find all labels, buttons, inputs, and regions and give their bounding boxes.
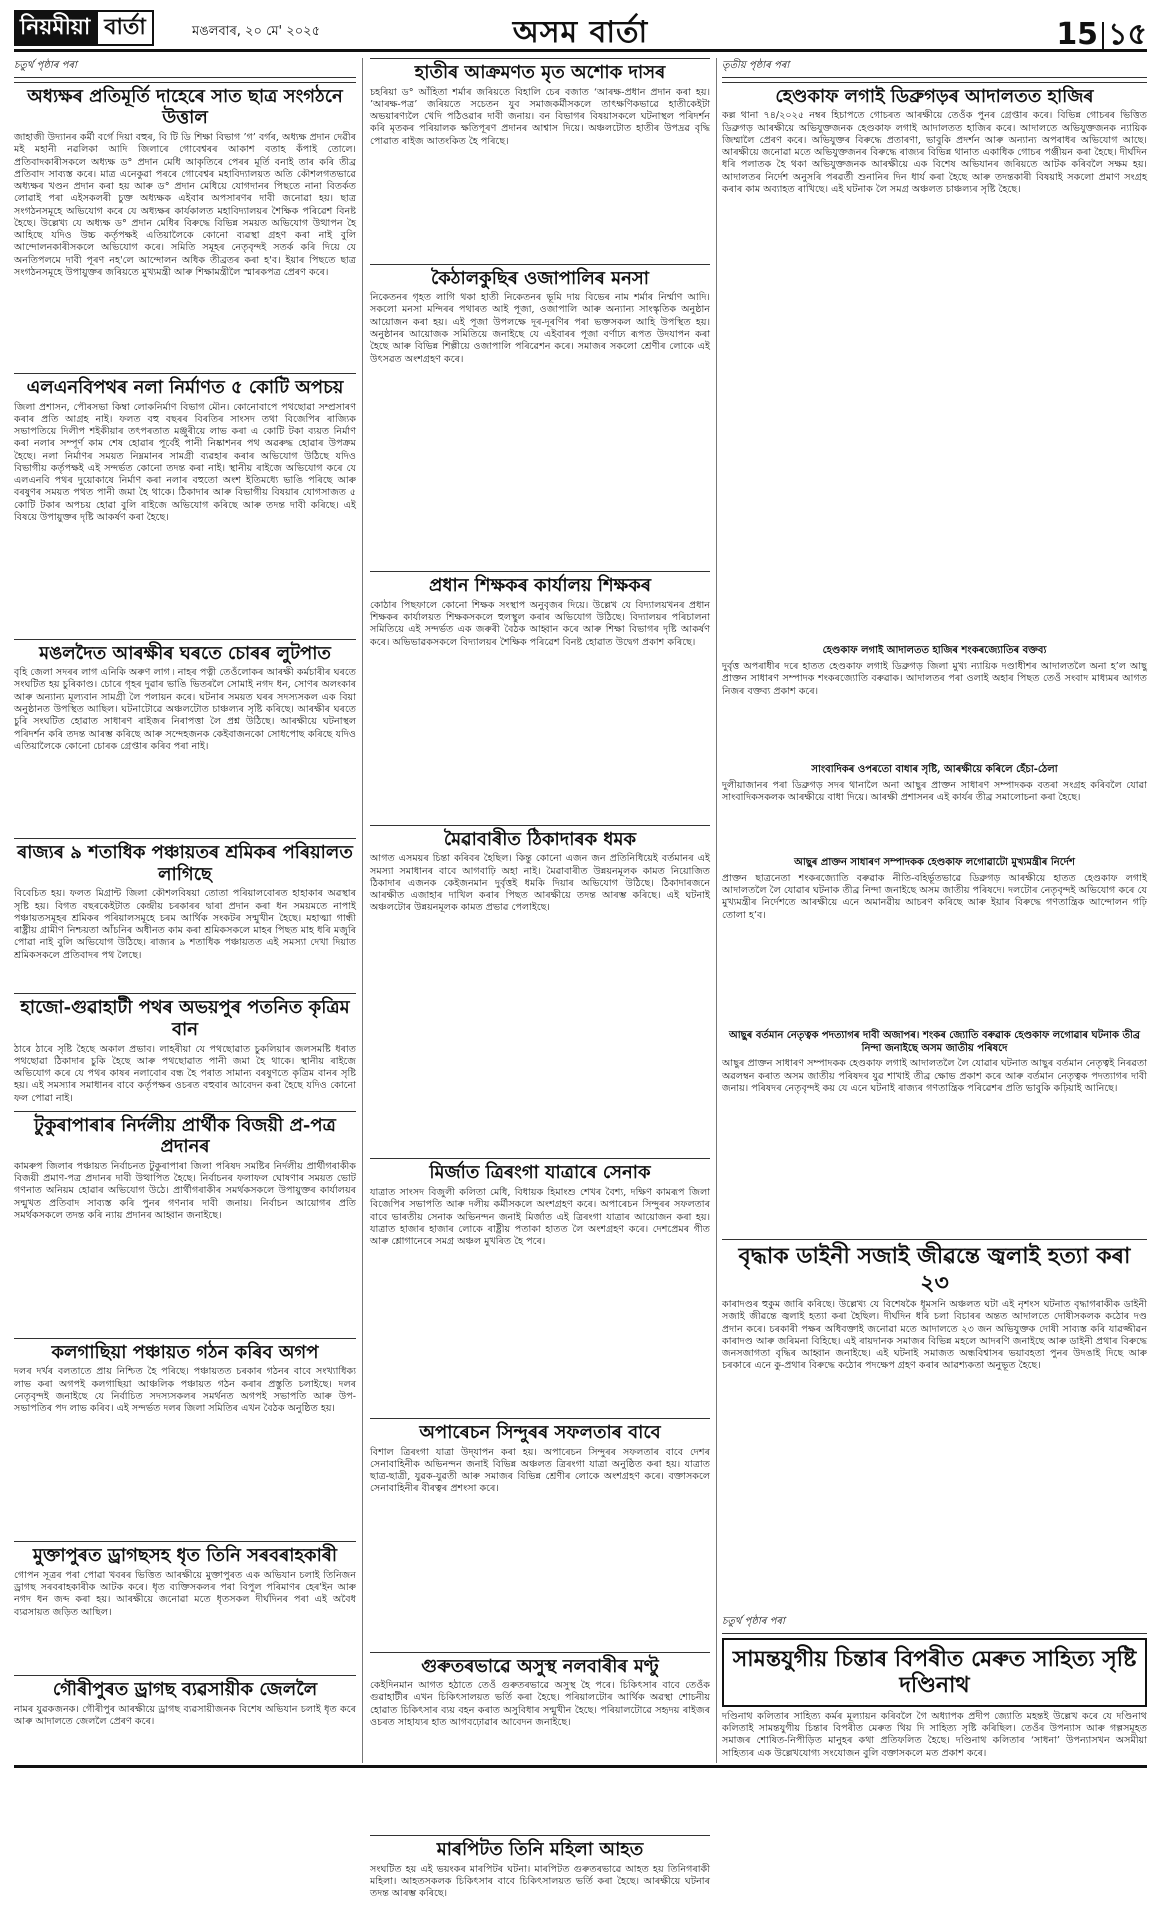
article-body: দলৰ দৰ্খৰ বলতাতে প্ৰায় নিশ্চিত হৈ পৰিছে। পঞ্চায়তত চৰকাৰ গঠনৰ বাবে সংখ্যাধিক্য লাভ কৰা অগপই কলগাছিয়া আঞ্চলিক পঞ্চায়ত গঠন কৰাৰ প্ৰস্তুতি চলাইছে। দলৰ নেতৃবৃন্দই জনাইছে যে নিৰ্বাচিত সদস্যসকলৰ সমৰ্থনত অগপই সভাপতি আৰু উপ-সভাপতিৰ পদ লাভ কৰিব। এই সন্দৰ্ভত দলৰ জিলা সমিতিৰ এখন বৈঠক অনুষ্ঠিত হয়। bbox=[14, 1366, 356, 1415]
article-headline: প্ৰধান শিক্ষকৰ কাৰ্যালয় শিক্ষকৰ bbox=[370, 571, 710, 600]
article bbox=[722, 82, 1147, 641]
article-body: কল্ল থানা ৭৪/২০২৫ নম্বৰ হিচাপতে গোচৰত আৰক্ষীয়ে তেওঁক পুনৰ গ্ৰেপ্তাৰ কৰে। বিভিন্ন গোচৰৰ ভিত্তিত ডিব্ৰুগড় আৰক্ষীয়ে অভিযুক্তজনক হেণ্ডকাফ লগাই আদালতত হাজিৰ কৰে। আদালতে অভিযুক্তজনক ন্যায়িক জিম্মালৈ প্ৰেৰণ কৰে। অভিযুক্তৰ বিৰুদ্ধে প্ৰতাৰণা, ভাবুকি প্ৰদৰ্শন আৰু অন্যান্য অপৰাধৰ অভিযোগ আছে। আৰক্ষীয়ে জনোৱা মতে অভিযুক্তজনৰ বিৰুদ্ধে ৰাজ্যৰ বিভিন্ন থানাত একাধিক গোচৰ পঞ্জীয়ন কৰা হৈছে। দীৰ্ঘদিন ধৰি পলাতক হৈ থকা অভিযুক্তজনক আৰক্ষীয়ে এক বিশেষ অভিযানৰ জৰিয়তে আটক কৰিবলৈ সক্ষম হয়। আদালতৰ নিৰ্দেশ অনুসৰি পৰৱৰ্তী শুনানিৰ দিন ধাৰ্য কৰা হৈছে আৰু তদন্তকাৰী বিষয়াই সকলো প্ৰমাণ সংগ্ৰহ কৰাৰ কাম অব্যাহত ৰাখিছে। এই ঘটনাক লৈ সমগ্ৰ অঞ্চলত চাঞ্চল্যৰ সৃষ্টি হৈছে। bbox=[722, 110, 1147, 195]
column-left bbox=[14, 58, 356, 1747]
article-headline: মৈৱাবাৰীত ঠিকাদাৰক ধমক bbox=[370, 825, 710, 854]
article-body: বৃহি জেলা সদৰৰ লাগ এনিকি অৰুণ লাগ ৷ নাহৰ পত্নী তেওঁলোকৰ আৰক্ষী কৰ্মচাৰীৰ ঘৰতে সংঘটিত হয় চুৰিকাণ্ড। চোৰে গৃহৰ দুৱাৰ ভাঙি ভিতৰলৈ সোমাই নগদ ধন, সোণৰ অলংকাৰ আৰু অন্যান্য মূল্যবান সামগ্ৰী লৈ পলায়ন কৰে। ঘটনাৰ সময়ত ঘৰৰ সদস্যসকল এক বিয়া অনুষ্ঠানত উপস্থিত আছিল। ঘটনাটোৱে অঞ্চলটোত চাঞ্চল্যৰ সৃষ্টি কৰিছে। আৰক্ষীৰ ঘৰতে চুৰি সংঘটিত হোৱাত সাধাৰণ ৰাইজৰ নিৰাপত্তা লৈ প্ৰশ্ন উঠিছে। আৰক্ষীয়ে ঘটনাস্থল পৰিদৰ্শন কৰি তদন্ত আৰম্ভ কৰিছে আৰু সন্দেহজনক কেইবাজনকো সোধপোছ কৰিছে যদিও এতিয়ালৈকে কোনো চোৰক গ্ৰেপ্তাৰ কৰিব পৰা নাই। bbox=[14, 667, 356, 752]
article-headline: হাতীৰ আক্ৰমণত মৃত অশোক দাসৰ bbox=[370, 58, 710, 87]
article bbox=[14, 1111, 356, 1333]
article-headline: হাজো-গুৱাহাটী পথৰ অভয়পুৰ পতনিত কৃত্ৰিম বান bbox=[14, 993, 356, 1043]
article-headline: অধ্যক্ষৰ প্ৰতিমূৰ্তি দাহেৰে সাত ছাত্ৰ সংগঠনে উত্তাল bbox=[14, 82, 356, 132]
article-headline: এলএনবিপথৰ নলা নিৰ্মাণত ৫ কোটি অপচয় bbox=[14, 373, 356, 402]
article bbox=[14, 1675, 356, 1742]
article-body: আছুৰ প্ৰাক্তন সাধাৰণ সম্পাদকক হেণ্ডকাফ লগাই আদালতলৈ লৈ যোৱাৰ ঘটনাত আছুৰ বৰ্তমান নেতৃত্বই নিৰৱতা অৱলম্বন কৰাত অসম জাতীয় পৰিষদৰ যুৱ শাখাই তীব্ৰ ক্ষোভ প্ৰকাশ কৰে আৰু বৰ্তমান নেতৃত্বক পদত্যাগৰ দাবী জনায়। পৰিষদৰ নেতৃবৃন্দই কয় যে এনে ঘটনাই ৰাজ্যৰ গণতান্ত্ৰিক পৰিৱেশৰ প্ৰতি ভাবুকি কঢ়িয়াই আনিছে। bbox=[722, 1058, 1147, 1094]
article bbox=[14, 1338, 356, 1537]
article-headline: বৃদ্ধাক ডাইনী সজাই জীৱন্তে জ্বলাই হত্যা কৰা ২৩ bbox=[722, 1239, 1147, 1299]
page-number-en: 15 bbox=[1056, 17, 1099, 52]
article bbox=[14, 838, 356, 988]
article bbox=[370, 825, 710, 1154]
article bbox=[722, 764, 1147, 852]
page-number bbox=[1056, 10, 1147, 61]
article bbox=[722, 857, 1147, 1025]
article-body: কামৰুপ জিলাৰ পঞ্চায়ত নিৰ্বাচনত টুকুৰাপাৰা জিলা পৰিষদ সমষ্টিৰ নিৰ্দলীয় প্ৰাৰ্থীগৰাকীক বিজয়ী প্ৰমাণ-পত্ৰ প্ৰদানৰ দাবী উত্থাপিত হৈছে। নিৰ্বাচনৰ ফলাফল ঘোষণাৰ সময়ত ভোট গণনাত অনিয়ম হোৱাৰ অভিযোগ উঠে। প্ৰাৰ্থীগৰাকীৰ সমৰ্থকসকলে উপায়ুক্তৰ কাৰ্যালয়ৰ সন্মুখত প্ৰতিবাদ সাব্যস্ত কৰি পুনৰ গণনাৰ দাবী জনায়। নিৰ্বাচন আয়োগৰ প্ৰতি সমৰ্থকসকলে তদন্ত কৰি ন্যায় প্ৰদানৰ আহ্বান জনাইছে। bbox=[14, 1160, 356, 1221]
article bbox=[370, 1418, 710, 1647]
article bbox=[370, 1652, 710, 1831]
article-subhead: আছুৰ বৰ্তমান নেতৃত্বক পদত্যাগৰ দাবী অজাপৰ। শংকৰ জ্যোতি বৰুৱাক হেণ্ডকাফ লগোৱাৰ ঘটনাক তীব্ৰ নিন্দা জনাইছে অসম জাতীয় পৰিষদে bbox=[729, 1029, 1140, 1054]
article-subhead: আছুৰ প্ৰাক্তন সাধাৰণ সম্পাদকক হেণ্ডকাফ লগোৱাটো মুখ্যমন্ত্ৰীৰ নিৰ্দেশ bbox=[794, 856, 1075, 868]
article-body: দুৰ্বৃত্ত অপৰাধীৰ দৰে হাতত হেণ্ডকাফ লগাই ডিব্ৰুগড় জিলা মুখ্য ন্যায়িক দণ্ডাধীশৰ আদালতলৈ অনা হ’ল আছু প্ৰাক্তন সাধাৰণ সম্পাদক শংকৰজ্যোতি বৰুৱাক। আদালতৰ পৰা ওলাই অহাৰ পিছত তেওঁ সংবাদ মাধ্যমৰ আগত নিজৰ বক্তব্য প্ৰকাশ কৰে। bbox=[722, 661, 1147, 697]
page-number-as: ১৫ bbox=[1108, 17, 1147, 52]
article-body: কোঠাৰ পিছফালে কোনো শিক্ষক সংস্থাপ অনুবৃজৰ দিয়ে। উল্লেখ যে বিদ্যালয়খনৰ প্ৰধান শিক্ষকৰ কাৰ্যালয়ত শিক্ষকসকলে হুলস্থুল কৰাৰ অভিযোগ উঠিছে। বিদ্যালয়ৰ পৰিচালনা সমিতিয়ে এই সন্দৰ্ভত এক জৰুৰী বৈঠক আহ্বান কৰে আৰু শিক্ষা বিভাগৰ দৃষ্টি আকৰ্ষণ কৰে। অভিভাৱকসকলে বিদ্যালয়ৰ শৈক্ষিক পৰিৱেশ বিনষ্ট হোৱাত উদ্বেগ প্ৰকাশ কৰিছে। bbox=[370, 599, 710, 648]
article-body: দুলীয়াজানৰ পৰা ডিব্ৰুগড় সদৰ থানালৈ অনা আছুৰ প্ৰাক্তন সাধাৰণ সম্পাদকক বতৰা সংগ্ৰহ কৰিবলৈ যোৱা সাংবাদিকসকলক আৰক্ষীয়ে বাধা দিয়ে। আৰক্ষী প্ৰশাসনৰ এই কাৰ্যৰ তীব্ৰ সমালোচনা কৰা হৈছে। bbox=[722, 779, 1147, 804]
article-subhead: হেণ্ডকাফ লগাই আদালতত হাজিৰ শংকৰজ্যোতিৰ বক্তব্য bbox=[822, 645, 1047, 657]
article-headline: কলগাছিয়া পঞ্চায়ত গঠন কৰিব অগপ bbox=[14, 1338, 356, 1367]
masthead bbox=[14, 8, 1147, 52]
article-headline: টুকুৰাপাৰাৰ নিৰ্দলীয় প্ৰাৰ্থীক বিজয়ী প্ৰ-পত্ৰ প্ৰদানৰ bbox=[14, 1111, 356, 1161]
article-body: আগত এসময়ৰ চিন্তা কৰিবৰ হৈছিল। কিন্তু কোনো এজন জন প্ৰতিনিধিয়েই বৰ্তমানৰ এই সমস্যা সমাধানৰ বাবে আগবাঢ়ি অহা নাই। মৈৱাবাৰীত উন্নয়নমূলক কামত নিয়োজিত ঠিকাদাৰ এজনক কেইজনমান দুৰ্বৃত্তই ধমকি দিয়াৰ অভিযোগ উঠিছে। ঠিকাদাৰজনে আৰক্ষীত এজাহাৰ দাখিল কৰাৰ পিছত আৰক্ষীয়ে তদন্ত আৰম্ভ কৰিছে। এই ঘটনাই অঞ্চলটোৰ উন্নয়নমূলক কামত প্ৰভাৱ পেলাইছে। bbox=[370, 853, 710, 914]
article bbox=[14, 639, 356, 834]
section-title: অসম বাৰ্তা bbox=[512, 15, 649, 50]
article-headline: হেণ্ডকাফ লগাই ডিব্ৰুগড়ৰ আদালতত হাজিৰ bbox=[722, 82, 1147, 111]
page-number-divider bbox=[1102, 22, 1104, 50]
article-body: ঠাৰে ঠাৰে সৃষ্টি হৈছে অকাল প্ৰভাব। লাহৰীয়া যে পথছোৱাত চুকলিয়াৰ জলসমষ্টি ধৰাত পথছোৱা ঠিকাদাৰ চুকি হৈছে আৰু পথছোৱাত পানী জমা হৈ থাকে। স্থানীয় ৰাইজে অভিযোগ কৰে যে পথৰ কাষৰ নলাবোৰ বন্ধ হৈ পৰাত সামান্য বৰষুণতে কৃত্ৰিম বানৰ সৃষ্টি হয়। এই সমস্যাৰ সমাধানৰ বাবে কৰ্তৃপক্ষৰ ওচৰত বহুবাৰ আবেদন কৰা হৈছে যদিও কোনো ফল পোৱা নাই। bbox=[14, 1043, 356, 1104]
logo-left: নিয়মীয়া bbox=[14, 10, 96, 46]
article-body: গোপন সূত্ৰৰ পৰা পোৱা খবৰৰ ভিত্তিত আৰক্ষীয়ে মুক্তাপুৰত এক অভিযান চলাই তিনিজন ড্ৰাগছ সৰবৰাহকাৰীক আটক কৰে। ধৃত ব্যক্তিসকলৰ পৰা বিপুল পৰিমাণৰ হেৰ'ইন আৰু নগদ ধন জব্দ কৰা হয়। আৰক্ষীয়ে জনোৱা মতে ধৃতসকল দীৰ্ঘদিনৰ পৰা এই অবৈধ ব্যৱসায়ত জড়িত আছিল। bbox=[14, 1569, 356, 1618]
article-body: নামৰ যুৱকজনক। গৌৰীপুৰ আৰক্ষীয়ে ড্ৰাগছ ব্যৱসায়ীজনক বিশেষ অভিযান চলাই ধৃত কৰে আৰু আদালতে জেললৈ প্ৰেৰণ কৰে। bbox=[14, 1703, 356, 1727]
article-body: দণ্ডিনাথ কলিতাৰ সাহিত্য কৰ্মৰ মূল্যায়ন কৰিবলৈ গৈ অধ্যাপক প্ৰদীপ জ্যোতি মহন্তই উল্লেখ কৰে যে দণ্ডিনাথ কলিতাই সামন্তযুগীয় চিন্তাৰ বিপৰীত মেৰুত থিয় দি সাহিত্য সৃষ্টি কৰিছিল। তেওঁৰ উপন্যাস আৰু গল্পসমূহত সমাজৰ শোষিত-নিপীড়িত মানুহৰ কথা প্ৰতিফলিত হৈছে। দণ্ডিনাথ কলিতাৰ ‘সাধনা’ উপন্যাসখন অসমীয়া সাহিত্যৰ এক উল্লেখযোগ্য সংযোজন বুলি বক্তাসকলে মত প্ৰকাশ কৰে। bbox=[722, 1710, 1147, 1759]
column-middle bbox=[370, 58, 710, 1915]
article-body: নিকেতনৰ গৃহত লাগি থকা হাতী নিকেতনৰ ভূমি দায় বিভেৰ নাম শৰ্মাৰ নিৰ্ম্মাণ আদি। সকলো মনসা মন্দিৰৰ পথাৰত আই পূজা, ওজাপালি আৰু অন্যান্য সাংস্কৃতিক অনুষ্ঠান আয়োজন কৰা হয়। এই পূজা উপলক্ষে দূৰ-দূৰণিৰ পৰা ভক্তসকল আহি উপস্থিত হয়। অনুষ্ঠানৰ আয়োজক সমিতিয়ে জনাইছে যে এইবাৰৰ পূজা বৰ্ণাঢ্য ৰূপত উদযাপন কৰা হৈছে আৰু বিভিন্ন শিল্পীয়ে ওজাপালি পৰিৱেশন কৰে। সমাজৰ সকলো শ্ৰেণীৰ লোকে এই উৎসৱত অংশগ্ৰহণ কৰে। bbox=[370, 292, 710, 365]
article-body: বিশাল ত্ৰিৰংগা যাত্ৰা উদ্‌যাপন কৰা হয়। অপাৰেচন সিন্দুৰৰ সফলতাৰ বাবে দেশৰ সেনাবাহিনীক অভিনন্দন জনাই বিভিন্ন অঞ্চলত ত্ৰিৰংগা যাত্ৰা অনুষ্ঠিত কৰা হয়। যাত্ৰাত ছাত্ৰ-ছাত্ৰী, যুৱক-যুৱতী আৰু সমাজৰ বিভিন্ন শ্ৰেণীৰ লোকে অংশগ্ৰহণ কৰে। বক্তাসকলে সেনাবাহিনীৰ বীৰত্বৰ প্ৰশংসা কৰে। bbox=[370, 1446, 710, 1495]
article-body: সংঘটিত হয় এই ভয়ংকৰ মাৰপিটৰ ঘটনা। মাৰপিটত গুৰুতৰভাৱে আহত হয় তিনিগৰাকী মহিলা। আহতসকলক চিকিৎসাৰ বাবে চিকিৎসালয়ত ভৰ্তি কৰা হৈছে। আৰক্ষীয়ে ঘটনাৰ তদন্ত আৰম্ভ কৰিছে। bbox=[370, 1863, 710, 1900]
article bbox=[370, 264, 710, 567]
article-headline: সামন্তযুগীয় চিন্তাৰ বিপৰীত মেৰুত সাহিত্য সৃষ্টি দণ্ডিনাথ bbox=[722, 1638, 1147, 1707]
logo-right: বাৰ্তা bbox=[96, 10, 154, 46]
article-headline: ৰাজ্যৰ ৯ শতাধিক পঞ্চায়তৰ শ্ৰমিকৰ পৰিয়ালত লাগিছে bbox=[14, 838, 356, 888]
continued-label: চতুৰ্থ পৃষ্ঠাৰ পৰা bbox=[14, 58, 356, 78]
article bbox=[14, 82, 356, 368]
article-body: যাত্ৰাত সাংসদ বিজুলী কলিতা মেধি, বিধায়ক হিমাংশু শেখৰ বৈশ্য, দক্ষিণ কামৰূপ জিলা বিজেপিৰ সভাপতি আৰু দলীয় কৰ্মীসকলে অংশগ্ৰহণ কৰে। অপাৰেচন সিন্দুৰৰ সফলতাৰ বাবে ভাৰতীয় সেনাক অভিনন্দন জনাই মিৰ্জাত এই ত্ৰিৰংগা যাত্ৰাৰ আয়োজন কৰা হয়। যাত্ৰাত হাজাৰ হাজাৰ লোকে ৰাষ্ট্ৰীয় পতাকা হাতত লৈ অংশগ্ৰহণ কৰে। দেশপ্ৰেমৰ গীত আৰু শ্লোগানেৰে সমগ্ৰ অঞ্চল মুখৰিত হৈ পৰে। bbox=[370, 1186, 710, 1248]
article-body: কাৰাদণ্ডৰ হুকুম জাৰি কৰিছে। উল্লেখ্য যে বিশেষকৈ ধূমসনি অঞ্চলত ঘটা এই নৃশংস ঘটনাত বৃদ্ধাগৰাকীক ডাইনী সজাই জীৱন্তে জ্বলাই হত্যা কৰা হৈছিল। দীৰ্ঘদিন ধৰি চলা বিচাৰৰ অন্তত আদালতে দোষীসকলক কঠোৰ দণ্ড প্ৰদান কৰে। চৰকাৰী পক্ষৰ অধিবক্তাই জনোৱা মতে আদালতে ২৩ জন অভিযুক্তক দোষী সাব্যস্ত কৰি যাৱজ্জীৱন কাৰাদণ্ড আৰু জৰিমনা বিহিছে। এই ৰায়দানক সমাজৰ বিভিন্ন মহলে আদৰণি জনাইছে আৰু ডাইনী প্ৰথাৰ বিৰুদ্ধে জনসজাগতা বৃদ্ধিৰ আহ্বান জনাইছে। এই ঘটনাই সমাজত অন্ধবিশ্বাসৰ ভয়াবহতা পুনৰ উদঙাই দিছে আৰু চৰকাৰে এনে কু-প্ৰথাৰ বিৰুদ্ধে কঠোৰ পদক্ষেপ গ্ৰহণ কৰাৰ আৱশ্যকতা অনুভূত হৈছে। bbox=[722, 1299, 1147, 1372]
footer-rule bbox=[14, 1765, 1147, 1768]
article-body: জাহাজী উদ্যানৰ কৰ্মী বৰ্গে দিয়া বহুৰ, বি টি ডি শিক্ষা বিভাগ ’গ’ বৰ্গৰ, অধ্যক্ষ প্ৰদান দেৱীৰ মই মহানী নৱলিকা আদি জিলাৰে গোবেশ্বৰৰ আকাশ বতাহ কঁপাই তোলে। প্ৰতিবাদকাৰীসকলে অধ্যক্ষ ড° প্ৰদান মেধি আকৃতিৰে পেৰৰ মূৰ্তি বনাই তাৰ কৰি তীব্ৰ প্ৰতিবাদ সাব্যস্ত কৰে। মাত্ৰ এনেকুৱা পৰৰে গোবেশ্বৰ মহাবিদ্যালয়ত অতি কৌশলগতভাৱে অধ্যক্ষৰ খণ্ডন প্ৰদান কৰা হয় আৰু ড° প্ৰদান মেধিয়ে যোগদানৰ পিছতে নানা বিতৰ্কত লোৱাই পৰা এইসকলৰী চুক্ত অধ্যক্ষক এইবাৰ অপসাৰণৰ দাবী জনোৱা হয়। ছাত্ৰ সংগঠনসমূহে অভিযোগ কৰে যে অধ্যক্ষৰ কাৰ্যকালত মহাবিদ্যালয়ৰ শৈক্ষিক পৰিৱেশ বিনষ্ট হৈছে। উল্লেখ্য যে অধ্যক্ষ ড° প্ৰদান মেধিৰ বিৰুদ্ধে বিভিন্ন সময়ত অভিযোগ উত্থাপন হৈ আহিছে যদিও উচ্চ কৰ্তৃপক্ষই এতিয়ালৈকে কোনো ব্যৱস্থা গ্ৰহণ কৰা নাই বুলি আন্দোলনকাৰীসকলে অভিযোগ কৰে। সমিতি সমূহৰ নেতৃবৃন্দই সতৰ্ক কৰি দিয়ে যে অনতিপলমে দাবী পূৰণ নহ'লে আন্দোলন অধিক তীব্ৰতৰ কৰা হ'ব। ইয়াৰ পিছতে ছাত্ৰ সংগঠনসমূহে উপায়ুক্তৰ জৰিয়তে মুখ্যমন্ত্ৰী আৰু শিক্ষামন্ত্ৰীলৈ স্মাৰকপত্ৰ প্ৰেৰণ কৰে। bbox=[14, 131, 356, 278]
article-headline: কৈঠালকুছিৰ ওজাপালিৰ মনসা bbox=[370, 264, 710, 293]
article bbox=[14, 993, 356, 1105]
article-headline: অপাৰেচন সিন্দুৰৰ সফলতাৰ বাবে bbox=[370, 1418, 710, 1447]
article-headline: মাৰপিটত তিনি মহিলা আহত bbox=[370, 1835, 710, 1864]
article bbox=[370, 571, 710, 820]
article-body: চহৰিয়া ড° আঁহিতা শৰ্মাৰ জৰিয়তে বিহালি চেৰ বজাত ‘আৰক্ষ-প্ৰধান প্ৰদান কৰা হয়। ’আৰক্ষ-পত্ৰ’ জৰিয়তে সচেতন যুব সমাজকৰ্মীসকলে তাৎক্ষণিকভাৱে হাতীকেইটা অভয়াৰণ্যলৈ খেদি পঠিওৱাৰ দাবী জনায়। বন বিভাগৰ বিষয়াসকলে ঘটনাস্থল পৰিদৰ্শন কৰি মৃতকৰ পৰিয়ালক ক্ষতিপূৰণ প্ৰদানৰ আশ্বাস দিয়ে। অঞ্চলটোত হাতীৰ উপদ্ৰৱ বৃদ্ধি পোৱাত ৰাইজ আতংকিত হৈ পৰিছে। bbox=[370, 86, 710, 147]
column-rule bbox=[716, 58, 717, 1763]
continued-label: চতুৰ্থ পৃষ্ঠাৰ পৰা bbox=[722, 1614, 1147, 1634]
article-body: প্ৰাক্তন ছাত্ৰনেতা শংকৰজ্যোতি বৰুৱাক নীতি-বহিৰ্ভূতভাৱে ডিব্ৰুগড় আৰক্ষীয়ে হাতত হেণ্ডকাফ লগাই আদালতলৈ লৈ যোৱাৰ ঘটনাক তীব্ৰ নিন্দা জনাইছে অসম জাতীয় পৰিষদে। দলটোৰ নেতৃবৃন্দই অভিযোগ কৰে যে মুখ্যমন্ত্ৰীৰ নিৰ্দেশতে আৰক্ষীয়ে এনে অমানৱীয় আচৰণ কৰিছে আৰু ইয়াৰ বিৰুদ্ধে গণতান্ত্ৰিক আন্দোলন গঢ়ি তোলা হ’ব। bbox=[722, 872, 1147, 921]
issue-date: মঙলবাৰ, ২০ মে' ২০২৫ bbox=[192, 24, 321, 39]
article bbox=[370, 58, 710, 259]
article bbox=[722, 645, 1147, 759]
article bbox=[370, 1158, 710, 1413]
column-rule bbox=[362, 58, 363, 1763]
article bbox=[722, 1030, 1147, 1235]
article-subhead: সাংবাদিকৰ ওপৰতো বাধাৰ সৃষ্টি, আৰক্ষীয়ে কৰিলে হেঁচা-ঠেলা bbox=[811, 764, 1058, 776]
article-headline: মুক্তাপুৰত ড্ৰাগছসহ ধৃত তিনি সৰবৰাহকাৰী bbox=[14, 1541, 356, 1570]
article-body: কেইদিনমান আগত হঠাতে তেওঁ গুৰুতৰভাৱে অসুস্থ হৈ পৰে। চিকিৎসাৰ বাবে তেওঁক গুৱাহাটীৰ এখন চিকিৎসালয়ত ভৰ্তি কৰা হৈছে। পৰিয়ালটোৰ আৰ্থিক অৱস্থা শোচনীয় হোৱাত চিকিৎসাৰ ব্যয় বহন কৰাত অসুবিধাৰ সন্মুখীন হৈছে। পৰিয়ালটোৱে সহৃদয় ৰাইজৰ ওচৰত সাহায্যৰ হাত আগবঢ়োৱাৰ আবেদন জনাইছে। bbox=[370, 1680, 710, 1728]
article-body: বিবেচিত হয়। ফলত মিগ্ৰান্ট জিলা কৌশলবিষয়া তোতা পৰিয়ালবোৰত হাহাকাৰ অৱস্থাৰ সৃষ্টি হয়। বিগত বছৰকেইটাত কেন্দ্ৰীয় চৰকাৰৰ দ্বাৰা প্ৰদান কৰা ধন সময়মতে নাপাই পঞ্চায়তসমূহৰ শ্ৰমিকৰ পৰিয়ালসমূহে চৰম আৰ্থিক সংকটৰ সন্মুখীন হৈছে। মহাত্মা গান্ধী ৰাষ্ট্ৰীয় গ্ৰামীণ নিশ্চয়তা আঁচনিৰ অধীনত কাম কৰা শ্ৰমিকসকলে মাহৰ পিছত মাহ ধৰি মজুৰি পোৱা নাই বুলি অভিযোগ উঠিছে। ৰাজ্যৰ ৯ শতাধিক পঞ্চায়তত এই সমস্যা দেখা দিয়াত শ্ৰমিকসকলে প্ৰতিবাদৰ পথ লৈছে। bbox=[14, 888, 356, 961]
article bbox=[722, 1614, 1147, 1861]
article bbox=[14, 1541, 356, 1670]
article-headline: মঙলদৈত আৰক্ষীৰ ঘৰতে চোৰৰ লুটপাত bbox=[14, 639, 356, 668]
article-body: জিলা প্ৰশাসন, পৌৰসভা কিম্বা লোকনিৰ্মাণ বিভাগ মৌন। কোনোবাপে পথছোৱা সম্প্ৰসাৰণ কৰাৰ প্ৰতি আগ্ৰহ নাই। ফলত বহু বছৰৰ বিৰতিৰ সাংসদ তথা বিজেপিৰ ৰাজ্যিক সভাপতিয়ে দিলীপ শইকীয়াৰ তৎপৰতাত মঞ্জুৰীয়ে লাভ কৰা এ কোটি টকা ব্যয়ত নিৰ্মাণ কৰা নলাৰ সম্পূৰ্ণ কাম শেষ হোৱাৰ পূৰ্বেই পানী নিষ্কাশনৰ পথ অৱৰুদ্ধ হোৱাৰ উপক্ৰম হৈছে। নলা নিৰ্মাণৰ সময়ত নিম্নমানৰ সামগ্ৰী ব্যৱহাৰ কৰাৰ অভিযোগ উঠিছে যদিও বিভাগীয় কৰ্তৃপক্ষই এই সন্দৰ্ভত কোনো তদন্ত কৰা নাই। স্থানীয় ৰাইজে অভিযোগ কৰে যে এলএনবি পথৰ দুয়োকাষে নিৰ্মাণ কৰা নলাৰ বহুতো অংশ ইতিমধ্যে ভাঙি পৰিছে আৰু বৰষুণৰ সময়ত পথত পানী জমা হৈ থাকে। ঠিকাদাৰ আৰু বিভাগীয় বিষয়াৰ যোগসাজত ৫ কোটি টকাৰ অপচয় হোৱা বুলি ৰাইজে অভিযোগ কৰিছে আৰু তদন্ত দাবী কৰিছে। এই বিষয়ে উপায়ুক্তৰ দৃষ্টি আকৰ্ষণ কৰা হৈছে। bbox=[14, 401, 356, 523]
article-headline: গুৰুতৰভাৱে অসুস্থ নলবাৰীৰ মণ্টু bbox=[370, 1652, 710, 1681]
article bbox=[370, 1835, 710, 1910]
article bbox=[14, 373, 356, 634]
article bbox=[722, 1239, 1147, 1609]
column-right bbox=[722, 58, 1147, 1866]
article-headline: গৌৰীপুৰত ড্ৰাগছ ব্যৱসায়ীক জেললৈ bbox=[14, 1675, 356, 1704]
article-headline: মিৰ্জাত ত্ৰিৰংগা যাত্ৰাৰে সেনাক bbox=[370, 1158, 710, 1187]
continued-label: তৃতীয় পৃষ্ঠাৰ পৰা bbox=[722, 58, 1147, 78]
